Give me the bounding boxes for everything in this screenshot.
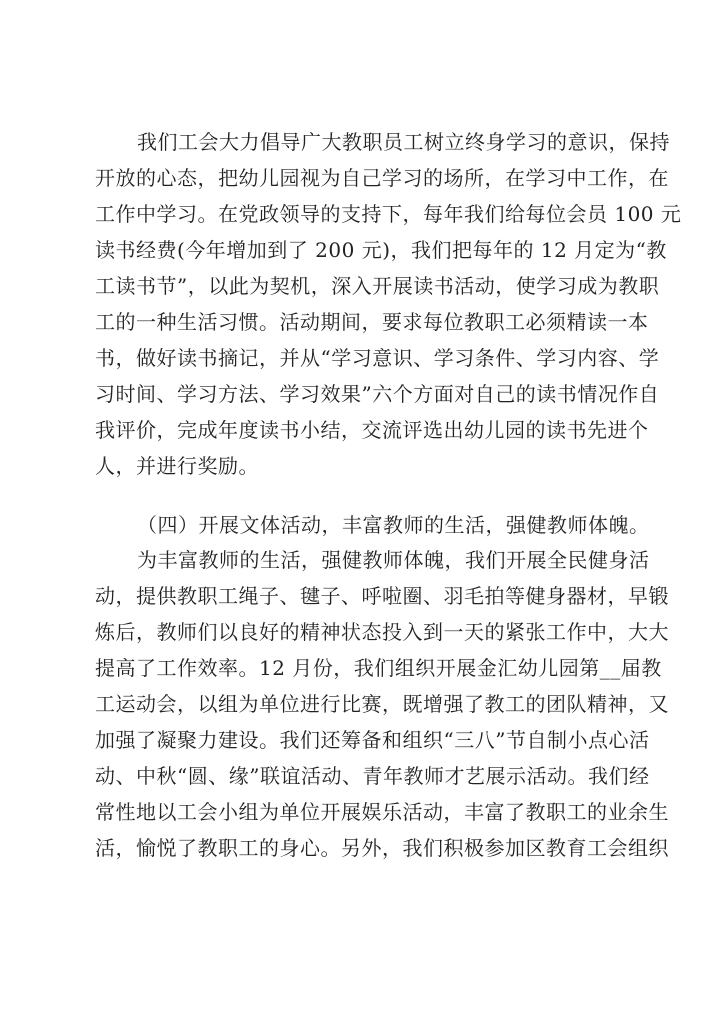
paragraph-line: 开放的心态，把幼儿园视为自己学习的场所，在学习中工作，在 (95, 166, 669, 190)
paragraph-line: 工运动会，以组为单位进行比赛，既增强了教工的团队精神，又 (95, 692, 669, 716)
paragraph-line: 活，愉悦了教职工的身心。另外，我们积极参加区教育工会组织 (95, 836, 669, 860)
paragraph-line: 炼后，教师们以良好的精神状态投入到一天的紧张工作中，大大 (95, 620, 669, 644)
section-heading-text: （四）开展文体活动，丰富教师的生活，强健教师体魄。 (137, 513, 650, 537)
paragraph-line: 我评价，完成年度读书小结，交流评选出幼儿园的读书先进个 (95, 418, 649, 442)
paragraph-line: 人，并进行奖励。 (95, 454, 259, 478)
paragraph-line: 习时间、学习方法、学习效果”六个方面对自己的读书情况作自 (95, 382, 660, 406)
paragraph-line: 常性地以工会小组为单位开展娱乐活动，丰富了教职工的业余生 (95, 800, 669, 824)
paragraph-line: 动，提供教职工绳子、毽子、呼啦圈、羽毛拍等健身器材，早锻 (95, 584, 669, 608)
paragraph-line: 工的一种生活习惯。活动期间，要求每位教职工必须精读一本 (95, 310, 649, 334)
paragraph-line: 为丰富教师的生活，强健教师体魄，我们开展全民健身活 (137, 548, 650, 572)
paragraph-line: 我们工会大力倡导广大教职员工树立终身学习的意识，保持 (137, 130, 670, 154)
paragraph-sports-activities (95, 542, 669, 866)
paragraph-line: 提高了工作效率。12 月份，我们组织开展金汇幼儿园第__届教 (95, 656, 662, 680)
paragraph-line: 读书经费(今年增加到了 200 元)，我们把每年的 12 月定为“教 (95, 238, 667, 262)
paragraph-line: 加强了凝聚力建设。我们还筹备和组织“三八”节自制小点心活 (95, 728, 650, 752)
section-heading-4 (95, 507, 650, 543)
paragraph-line: 工读书节”，以此为契机，深入开展读书活动，使学习成为教职 (95, 274, 660, 298)
paragraph-line: 工作中学习。在党政领导的支持下，每年我们给每位会员 100 元 (95, 202, 682, 226)
paragraph-reading-festival (95, 124, 682, 484)
paragraph-line: 书，做好读书摘记，并从“学习意识、学习条件、学习内容、学 (95, 346, 660, 370)
paragraph-line: 动、中秋“圆、缘”联谊活动、青年教师才艺展示活动。我们经 (95, 764, 650, 788)
